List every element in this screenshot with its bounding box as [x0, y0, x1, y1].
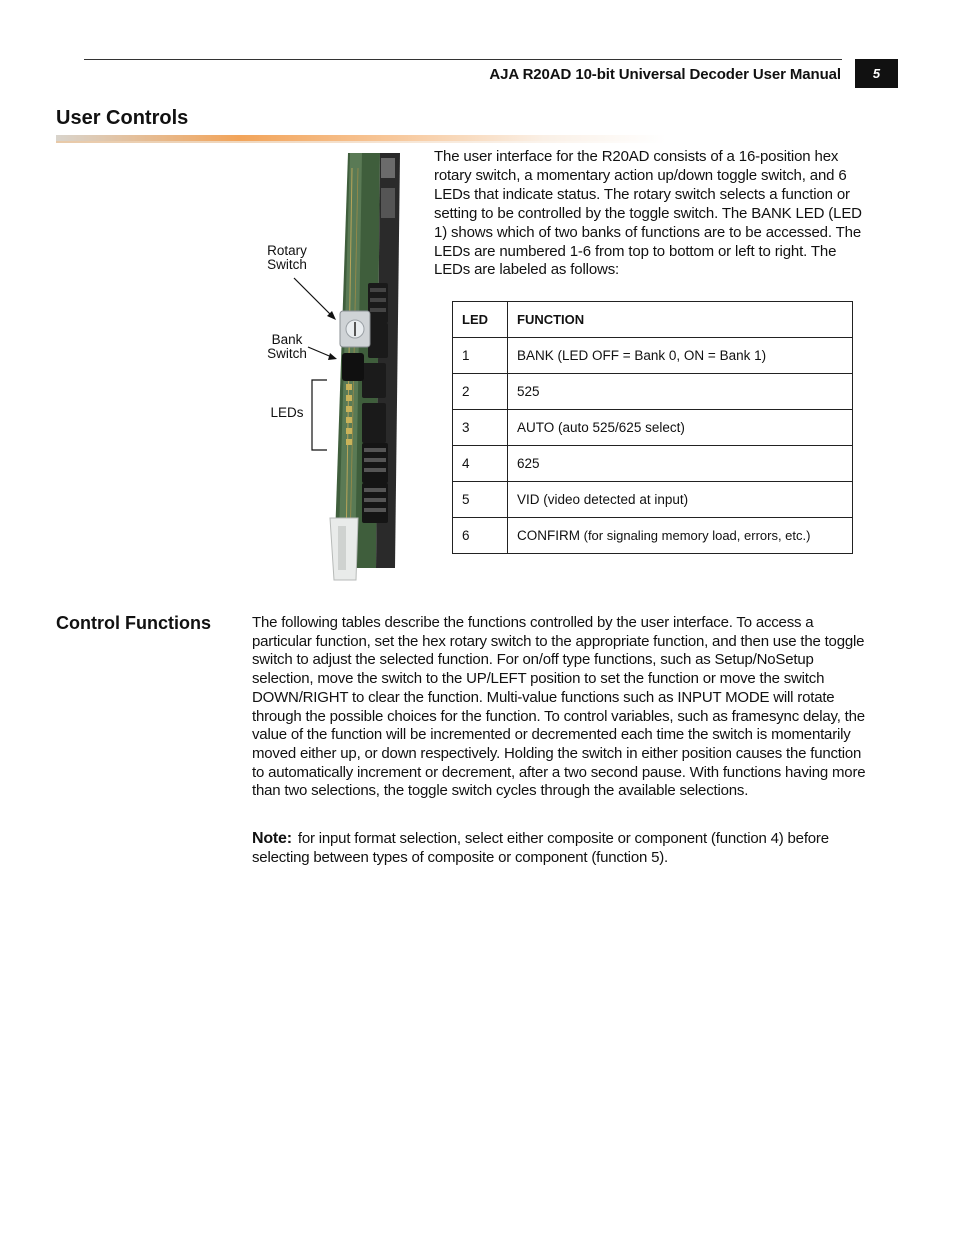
- led-number: 6: [453, 518, 508, 554]
- led-number: 4: [453, 446, 508, 482]
- note-text: for input format selection, select either composite or component (function 4) before selecting between types of composite or component (function 5).: [252, 830, 829, 866]
- section-heading: User Controls: [56, 107, 189, 129]
- header-rule: [84, 59, 842, 60]
- led-1: [346, 384, 352, 390]
- bank-switch-callout: Bank Switch: [267, 332, 307, 361]
- led-3: [346, 406, 352, 412]
- led-number: 2: [453, 374, 508, 410]
- led-function: AUTO (auto 525/625 select): [508, 410, 853, 446]
- leds-callout: LEDs: [270, 405, 304, 420]
- control-functions-body: The following tables describe the functions controlled by the user interface. To access a particular function, set the hex rotary switch to the appropriate function, and then use the toggle switch to adjust the selected function. For on/off type functions, such as Setup/NoSetup selection, move the switch to the UP/LEFT position to set the function or move the switch DOWN/RIGHT to clear the function. Multi-value functions such as INPUT MODE will rotate through the possible choices for the function. To control variables, such as framesync delay, the value of the function will be incremented or decremented each time the switch is momentarily moved either up, or down respectively. Holding the switch in either position causes the function to automatically increment or decrement, after a two second pause. With functions having more than two selections, the toggle switch cycles through the available selections.: [252, 614, 866, 800]
- control-functions-heading: Control Functions: [56, 613, 211, 633]
- leds-bracket: [312, 380, 327, 450]
- connector-2: [368, 323, 388, 358]
- led-function: 625: [508, 446, 853, 482]
- led-function-table: [452, 301, 853, 554]
- table-row: [453, 482, 853, 518]
- note-paragraph: [252, 830, 874, 867]
- led-6: [346, 439, 352, 445]
- page-number: 5: [855, 59, 898, 88]
- led-function: BANK (LED OFF = Bank 0, ON = Bank 1): [508, 338, 853, 374]
- section-underline: [56, 135, 666, 141]
- led-function: CONFIRM (for signaling memory load, errors, etc.): [508, 518, 853, 554]
- connector-3: [362, 363, 386, 398]
- column-header-function: FUNCTION: [508, 302, 853, 338]
- board-illustration: [250, 148, 430, 588]
- note-label: Note:: [252, 830, 292, 847]
- table-row: [453, 374, 853, 410]
- intro-paragraph: The user interface for the R20AD consists of a 16-position hex rotary switch, a momentary action up/down toggle switch, and 6 LEDs that indicate status. The rotary switch selects a function or setting to be controlled by the toggle switch. The BANK LED (LED 1) shows which of two banks of functions are to be accessed. The LEDs are numbered 1-6 from top to bottom or left to right. The LEDs are labeled as follows:: [434, 148, 862, 279]
- table-row: [453, 338, 853, 374]
- manual-title: AJA R20AD 10-bit Universal Decoder User Manual: [489, 66, 841, 83]
- led-4: [346, 417, 352, 423]
- led-2: [346, 395, 352, 401]
- rotary-callout-arrow: [294, 278, 334, 318]
- table-row: [453, 410, 853, 446]
- rotary-switch-callout: Rotary Switch: [267, 243, 307, 272]
- table-header-row: [453, 302, 853, 338]
- led-number: 1: [453, 338, 508, 374]
- table-row: [453, 446, 853, 482]
- led-function: VID (video detected at input): [508, 482, 853, 518]
- connector-4: [362, 403, 386, 443]
- toggle-switch: [342, 353, 364, 381]
- table-row: [453, 518, 853, 554]
- column-header-led: LED: [453, 302, 508, 338]
- led-number: 5: [453, 482, 508, 518]
- led-5: [346, 428, 352, 434]
- led-function-note: (for signaling memory load, errors, etc.): [580, 528, 811, 543]
- led-function: 525: [508, 374, 853, 410]
- led-number: 3: [453, 410, 508, 446]
